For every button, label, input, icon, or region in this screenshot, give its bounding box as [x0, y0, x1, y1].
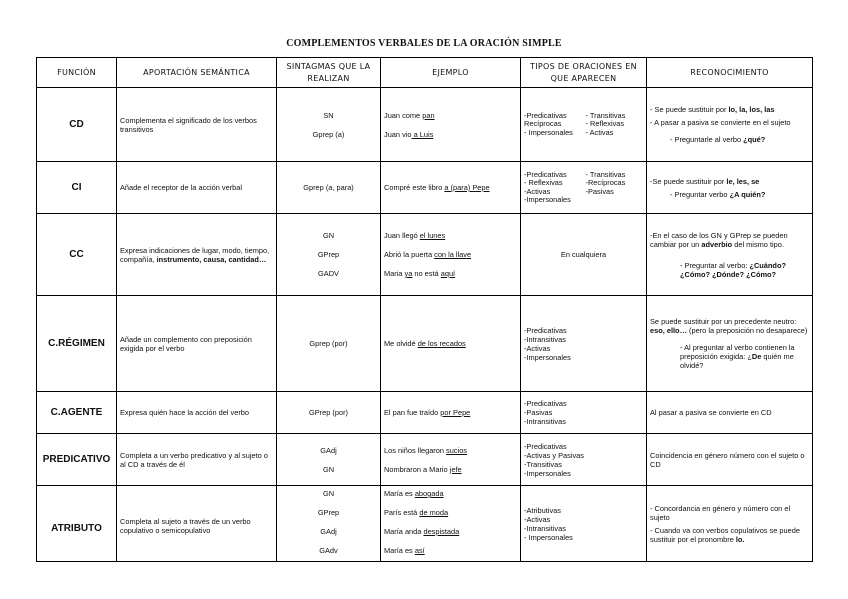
reconocimiento-regimen: Se puede sustituir por un precedente neutro: eso, ello… (pero la preposición no desaparece) - Al preguntar al verbo contienen la preposición exigida: ¿De quién me olvidé?	[647, 296, 813, 392]
tipos-cd: -Predicativas - Transitivas Recíprocas - Reflexivas - Impersonales - Activas	[521, 88, 647, 162]
aportacion-agente: Expresa quién hace la acción del verbo	[117, 392, 277, 434]
row-predicativo	[37, 434, 813, 486]
ejemplo-agente: El pan fue traído por Pepe	[381, 392, 521, 434]
reconocimiento-cd: - Se puede sustituir por lo, la, los, las - A pasar a pasiva se convierte en el sujeto - Preguntarle al verbo ¿qué?	[647, 88, 813, 162]
ejemplo-ci: Compré este libro a (para) Pepe	[381, 162, 521, 214]
sintagmas-predicativo: GAdj GN	[277, 434, 381, 486]
header-row	[37, 58, 813, 88]
funcion-cd: CD	[37, 88, 117, 162]
funcion-predicativo: PREDICATIVO	[37, 434, 117, 486]
reconocimiento-agente: Al pasar a pasiva se convierte en CD	[647, 392, 813, 434]
ejemplo-cc: Juan llegó el lunes Abrió la puerta con la llave Maria ya no está aquí	[381, 214, 521, 296]
aportacion-cd: Complementa el significado de los verbos transitivos	[117, 88, 277, 162]
sintagmas-agente: GPrep (por)	[277, 392, 381, 434]
document-title: COMPLEMENTOS VERBALES DE LA ORACIÓN SIMPLE	[286, 38, 562, 49]
row-cc	[37, 214, 813, 296]
header-sintagmas: SINTAGMAS QUE LA REALIZAN	[277, 58, 381, 88]
tipos-agente: -Predicativas -Pasivas -Intransitivas	[521, 392, 647, 434]
header-tipos: TIPOS DE ORACIONES EN QUE APARECEN	[521, 58, 647, 88]
reconocimiento-predicativo: Coincidencia en género número con el sujeto o CD	[647, 434, 813, 486]
aportacion-regimen: Añade un complemento con preposición exigida por el verbo	[117, 296, 277, 392]
reconocimiento-cc: -En el caso de los GN y GPrep se pueden cambiar por un adverbio del mismo tipo. - Preguntar al verbo: ¿Cuándo? ¿Cómo? ¿Dónde? ¿Cómo?	[647, 214, 813, 296]
sintagmas-cc: GN GPrep GADV	[277, 214, 381, 296]
funcion-cc: CC	[37, 214, 117, 296]
row-atributo	[37, 486, 813, 562]
header-funcion: FUNCIÓN	[37, 58, 117, 88]
funcion-regimen: C.RÉGIMEN	[37, 296, 117, 392]
tipos-atributo: -Atributivas -Activas -Intransitivas - Impersonales	[521, 486, 647, 562]
reconocimiento-atributo: - Concordancia en género y número con el sujeto - Cuando va con verbos copulativos se puede sustituir por el pronombre lo.	[647, 486, 813, 562]
funcion-atributo: ATRIBUTO	[37, 486, 117, 562]
ejemplo-regimen: Me olvidé de los recados	[381, 296, 521, 392]
sintagmas-cd: SN Gprep (a)	[277, 88, 381, 162]
funcion-agente: C.AGENTE	[37, 392, 117, 434]
row-cd	[37, 88, 813, 162]
header-reconocimiento: RECONOCIMIENTO	[647, 58, 813, 88]
header-ejemplo: EJEMPLO	[381, 58, 521, 88]
aportacion-atributo: Completa al sujeto a través de un verbo copulativo o semicopulativo	[117, 486, 277, 562]
header-aportacion: APORTACIÓN SEMÁNTICA	[117, 58, 277, 88]
ejemplo-atributo: María es abogada París está de moda María anda despistada María es así	[381, 486, 521, 562]
ejemplo-predicativo: Los niños llegaron sucios Nombraron a Mario jefe	[381, 434, 521, 486]
row-agente	[37, 392, 813, 434]
ejemplo-cd: Juan come pan Juan vio a Luis	[381, 88, 521, 162]
row-ci	[37, 162, 813, 214]
complements-table	[36, 57, 813, 562]
aportacion-predicativo: Completa a un verbo predicativo y al sujeto o al CD a través de él	[117, 434, 277, 486]
row-regimen	[37, 296, 813, 392]
tipos-ci: -Predicativas - Transitivas - Reflexivas -Recíprocas -Activas -Pasivas -Impersonales	[521, 162, 647, 214]
reconocimiento-ci: -Se puede sustituir por le, les, se - Preguntar verbo ¿A quién?	[647, 162, 813, 214]
sintagmas-regimen: Gprep (por)	[277, 296, 381, 392]
sintagmas-ci: Gprep (a, para)	[277, 162, 381, 214]
tipos-predicativo: -Predicativas -Activas y Pasivas -Transitivas -Impersonales	[521, 434, 647, 486]
tipos-cc: En cualquiera	[521, 214, 647, 296]
sintagmas-atributo: GN GPrep GAdj GAdv	[277, 486, 381, 562]
funcion-ci: CI	[37, 162, 117, 214]
tipos-regimen: -Predicativas -Intransitivas -Activas -Impersonales	[521, 296, 647, 392]
aportacion-ci: Añade el receptor de la acción verbal	[117, 162, 277, 214]
aportacion-cc: Expresa indicaciones de lugar, modo, tiempo, compañía, instrumento, causa, cantidad…	[117, 214, 277, 296]
